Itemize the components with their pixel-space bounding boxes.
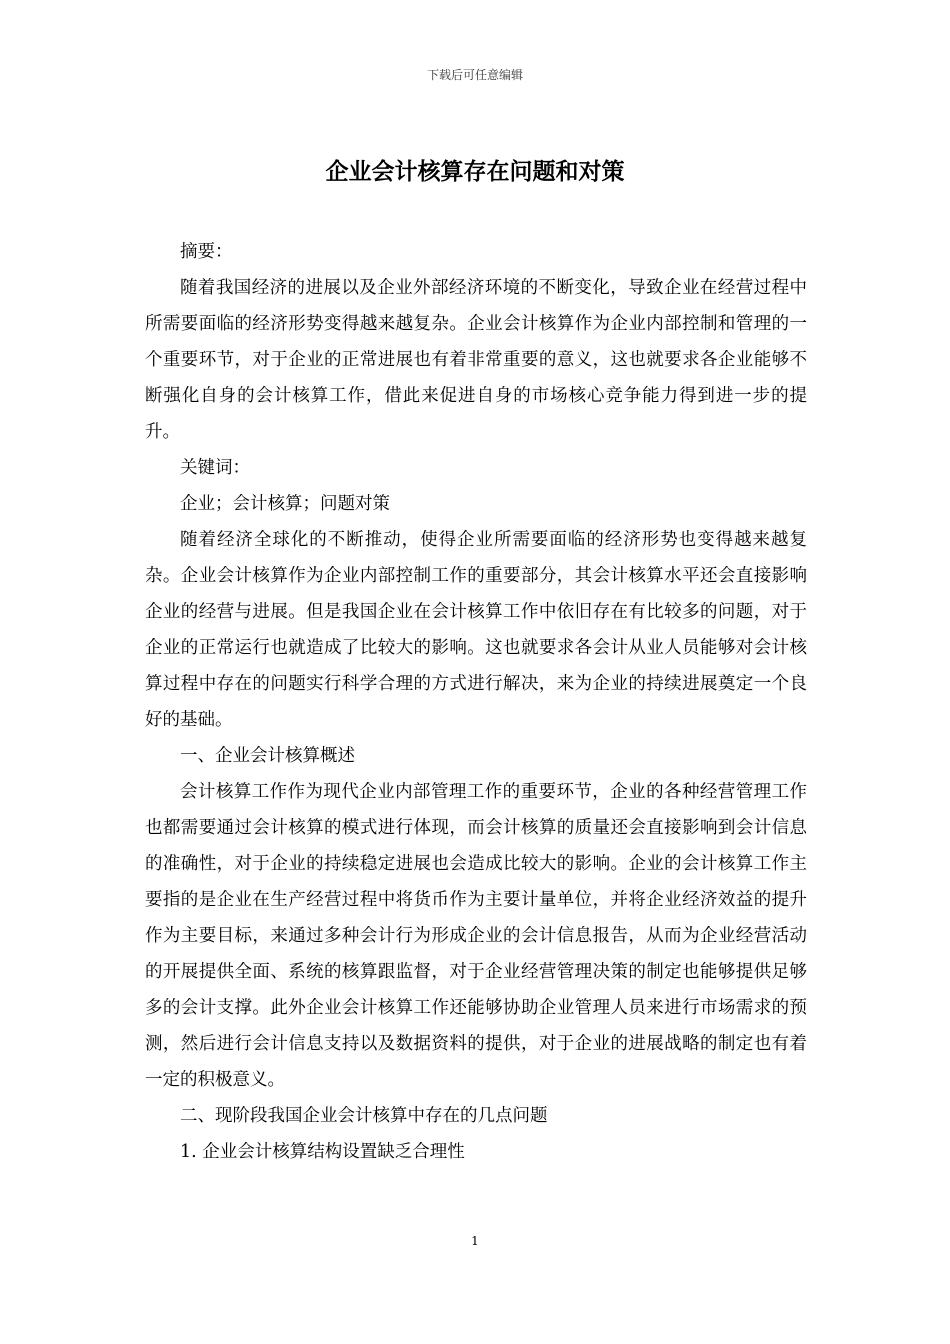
subsection-heading-1: 1. 企业会计核算结构设置缺乏合理性 [180,1142,465,1162]
section-1-paragraph: 会计核算工作作为现代企业内部管理工作的重要环节，企业的各种经营管理工作也都需要通过会计核算的模式进行体现，而会计核算的质量还会直接影响到会计信息的准确性，对于企业的持续稳定进展也会造成比较大的影响。企业的会计核算工作主要指的是企业在生产经营过程中将货币作为主要计量单位，并将企业经济效益的提升作为主要目标，来通过多种会计行为形成企业的会计信息报告，从而为企业经营活动的开展提供全面、系统的核算跟监督，对于企业经营管理决策的制定也能够提供足够多的会计支撑。此外企业会计核算工作还能够协助企业管理人员来进行市场需求的预测，然后进行会计信息支持以及数据资料的提供，对于企业的进展战略的制定也有着一定的积极意义。 [145,782,807,1090]
intro-paragraph: 随着经济全球化的不断推动，使得企业所需要面临的经济形势也变得越来越复杂。企业会计核算作为企业内部控制工作的重要部分，其会计核算水平还会直接影响企业的经营与进展。但是我国企业在会计核算工作中依旧存在有比较多的问题，对于企业的正常运行也就造成了比较大的影响。这也就要求各会计从业人员能够对会计核算过程中存在的问题实行科学合理的方式进行解决，来为企业的持续进展奠定一个良好的基础。 [145,530,807,730]
section-heading-1: 一、企业会计核算概述 [180,746,355,766]
page-number: 1 [471,1234,479,1248]
document-title: 企业会计核算存在问题和对策 [325,158,625,185]
abstract-paragraph: 随着我国经济的进展以及企业外部经济环境的不断变化，导致企业在经营过程中所需要面临的经济形势变得越来越复杂。企业会计核算作为企业内部控制和管理的一个重要环节，对于企业的正常进展也有着非常重要的意义，这也就要求各企业能够不断强化自身的会计核算工作，借此来促进自身的市场核心竞争能力得到进一步的提升。 [145,278,807,442]
abstract-label: 摘要： [180,242,233,262]
document-body [145,234,807,1170]
header-note: 下载后可任意编辑 [426,68,523,82]
section-heading-2: 二、现阶段我国企业会计核算中存在的几点问题 [180,1106,548,1126]
keywords-list: 企业；会计核算；问题对策 [180,494,390,514]
keywords-label: 关键词： [180,458,250,478]
